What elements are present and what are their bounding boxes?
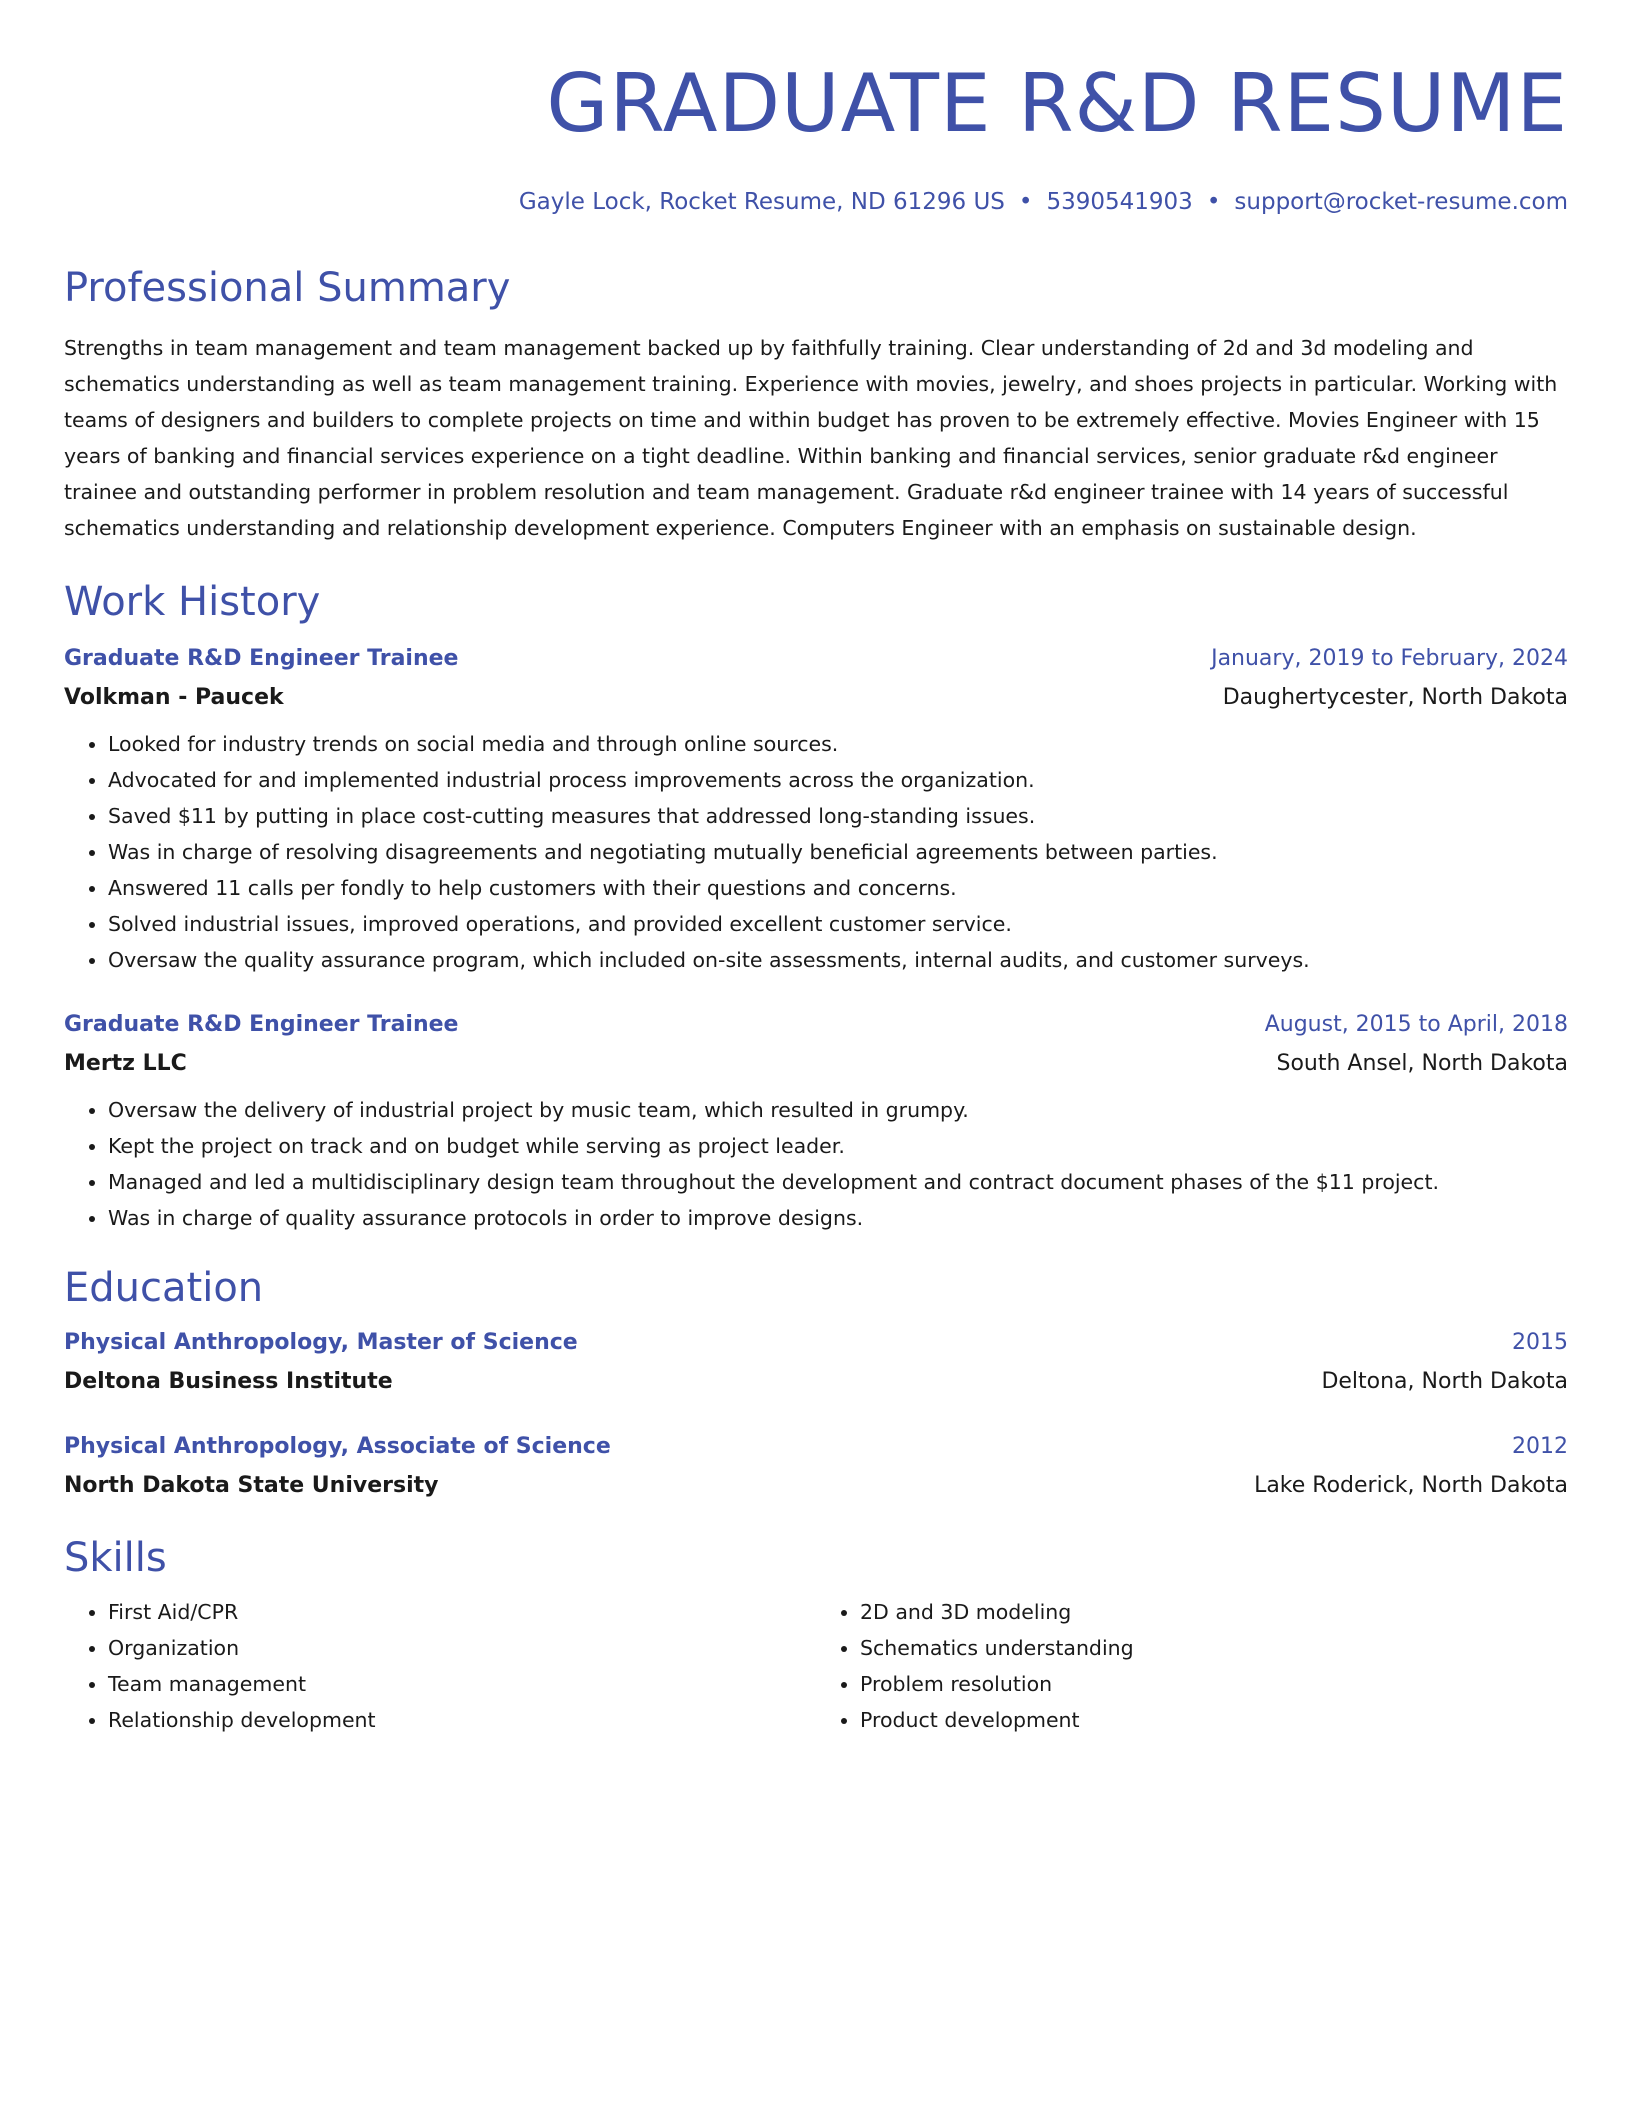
job-entry bbox=[64, 1006, 1568, 1236]
education-entry bbox=[64, 1428, 1568, 1506]
skill-item: • Relationship development bbox=[108, 1702, 816, 1738]
job-bullet: • Kept the project on track and on budget while serving as project leader. bbox=[108, 1128, 1568, 1164]
summary-text: Strengths in team management and team management backed up by faithfully training. Clear understanding of 2d and 3d modeling and schematics understanding as well as team management training. Experience with movies, jewelry, and shoes projects in particular. Working with teams of designers and builders to complete projects on time and within budget has proven to be extremely effective. Movies Engineer with 15 years of banking and financial services experience on a tight deadline. Within banking and financial services, senior graduate r&d engineer trainee and outstanding performer in problem resolution and team management. Graduate r&d engineer trainee with 14 years of successful schematics understanding and relationship development experience. Computers Engineer with an emphasis on sustainable design. bbox=[64, 336, 1558, 540]
education-year: 2015 bbox=[1512, 1330, 1568, 1355]
job-role: Graduate R&D Engineer Trainee bbox=[64, 1012, 459, 1037]
contact-line bbox=[64, 186, 1568, 218]
education-degree: Physical Anthropology, Associate of Science bbox=[64, 1434, 611, 1459]
work-history-heading: Work History bbox=[64, 579, 321, 625]
job-location: Daughertycester, North Dakota bbox=[1222, 685, 1568, 710]
skill-item: • Product development bbox=[860, 1702, 1568, 1738]
education-school: North Dakota State University bbox=[64, 1473, 439, 1498]
resume-title: GRADUATE R&D RESUME bbox=[546, 57, 1568, 150]
skills-heading: Skills bbox=[64, 1535, 167, 1581]
contact-separator: • bbox=[1206, 189, 1221, 215]
resume-header bbox=[64, 0, 1568, 218]
job-bullet: • Solved industrial issues, improved operations, and provided excellent customer service. bbox=[108, 906, 1568, 942]
job-dates: August, 2015 to April, 2018 bbox=[1264, 1012, 1568, 1037]
job-bullets bbox=[64, 1092, 1568, 1236]
skills-columns bbox=[64, 1594, 1568, 1738]
summary-heading: Professional Summary bbox=[64, 265, 511, 311]
job-bullet: • Oversaw the quality assurance program, which included on-site assessments, internal audits, and customer surveys. bbox=[108, 942, 1568, 978]
contact-email: support@rocket-resume.com bbox=[1234, 189, 1568, 215]
contact-phone: 5390541903 bbox=[1046, 189, 1193, 215]
education-heading: Education bbox=[64, 1265, 264, 1311]
education-location: Lake Roderick, North Dakota bbox=[1254, 1473, 1568, 1498]
job-bullet: • Looked for industry trends on social media and through online sources. bbox=[108, 726, 1568, 762]
job-bullet: • Managed and led a multidisciplinary design team throughout the development and contract document phases of the $11 project. bbox=[108, 1164, 1568, 1200]
skill-item: • Schematics understanding bbox=[860, 1630, 1568, 1666]
skill-item: • Problem resolution bbox=[860, 1666, 1568, 1702]
skills-list-right bbox=[816, 1594, 1568, 1738]
job-role: Graduate R&D Engineer Trainee bbox=[64, 646, 459, 671]
job-company: Mertz LLC bbox=[64, 1051, 187, 1076]
job-bullet: • Oversaw the delivery of industrial project by music team, which resulted in grumpy. bbox=[108, 1092, 1568, 1128]
skill-item: • 2D and 3D modeling bbox=[860, 1594, 1568, 1630]
job-bullets bbox=[64, 726, 1568, 978]
job-bullet: • Was in charge of quality assurance protocols in order to improve designs. bbox=[108, 1200, 1568, 1236]
education-entry bbox=[64, 1324, 1568, 1402]
job-bullet: • Answered 11 calls per fondly to help customers with their questions and concerns. bbox=[108, 870, 1568, 906]
education-year: 2012 bbox=[1512, 1434, 1568, 1459]
contact-separator: • bbox=[1018, 189, 1033, 215]
job-bullet: • Was in charge of resolving disagreements and negotiating mutually beneficial agreements between parties. bbox=[108, 834, 1568, 870]
education-school: Deltona Business Institute bbox=[64, 1369, 393, 1394]
skills-list-left bbox=[64, 1594, 816, 1738]
job-bullet: • Saved $11 by putting in place cost-cutting measures that addressed long-standing issues. bbox=[108, 798, 1568, 834]
skill-item: • Team management bbox=[108, 1666, 816, 1702]
education-location: Deltona, North Dakota bbox=[1321, 1369, 1568, 1394]
education-degree: Physical Anthropology, Master of Science bbox=[64, 1330, 578, 1355]
skill-item: • Organization bbox=[108, 1630, 816, 1666]
job-dates: January, 2019 to February, 2024 bbox=[1211, 646, 1568, 671]
contact-address: Gayle Lock, Rocket Resume, ND 61296 US bbox=[518, 189, 1005, 215]
job-entry bbox=[64, 640, 1568, 978]
job-company: Volkman - Paucek bbox=[64, 685, 284, 710]
job-bullet: • Advocated for and implemented industrial process improvements across the organization. bbox=[108, 762, 1568, 798]
skill-item: • First Aid/CPR bbox=[108, 1594, 816, 1630]
job-location: South Ansel, North Dakota bbox=[1276, 1051, 1568, 1076]
